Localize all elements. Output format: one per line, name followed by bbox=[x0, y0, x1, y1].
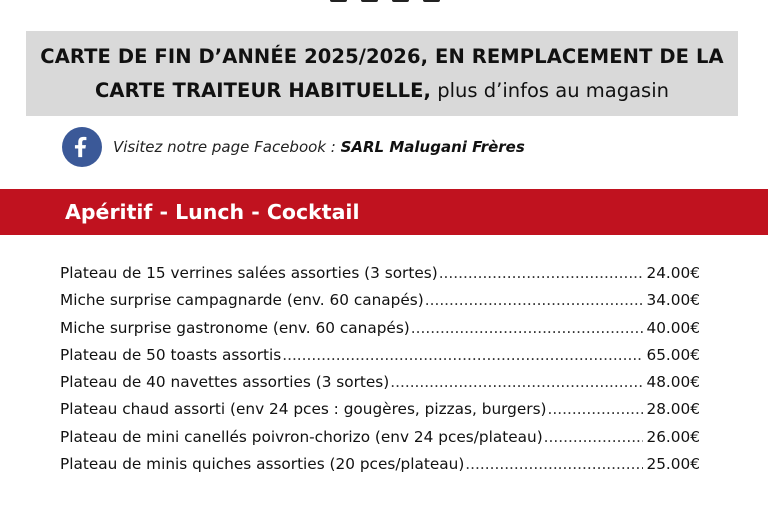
menu-item bbox=[60, 287, 700, 314]
notice-banner bbox=[26, 31, 738, 116]
menu-item bbox=[60, 451, 700, 478]
dot-leader bbox=[465, 451, 643, 478]
menu-item-price: 25.00€ bbox=[646, 455, 700, 474]
dot-leader bbox=[548, 396, 644, 423]
section-title: Apéritif - Lunch - Cocktail bbox=[65, 200, 360, 224]
menu-item bbox=[60, 369, 700, 396]
menu-item-name: Plateau de 15 verrines salées assorties (3 sortes) bbox=[60, 264, 438, 282]
menu-item-name: Plateau chaud assorti (env 24 pces : gougères, pizzas, burgers) bbox=[60, 400, 547, 419]
facebook-label: Visitez notre page Facebook : bbox=[113, 138, 336, 156]
menu-item-price: 48.00€ bbox=[646, 373, 700, 392]
dot-leader bbox=[544, 424, 644, 451]
section-header bbox=[0, 189, 768, 235]
menu-item bbox=[60, 260, 700, 287]
menu-item-price: 34.00€ bbox=[646, 291, 700, 310]
menu-item-list bbox=[60, 260, 700, 478]
dot-leader bbox=[425, 287, 644, 314]
notice-line-2-light: plus d’infos au magasin bbox=[437, 78, 669, 102]
dot-leader bbox=[439, 260, 644, 287]
menu-item bbox=[60, 424, 700, 451]
menu-item-name: Plateau de mini canellés poivron-chorizo (env 24 pces/plateau) bbox=[60, 427, 543, 446]
menu-item-price: 40.00€ bbox=[646, 318, 700, 337]
menu-item-name: Plateau de 40 navettes assorties (3 sortes) bbox=[60, 373, 390, 392]
facebook-text bbox=[113, 138, 525, 156]
menu-item-name: Plateau de minis quiches assorties (20 pces/plateau) bbox=[60, 455, 465, 474]
menu-item bbox=[60, 396, 700, 423]
top-cropped-text bbox=[330, 0, 440, 2]
menu-item-price: 24.00€ bbox=[646, 264, 700, 282]
facebook-page-link[interactable]: SARL Malugani Frères bbox=[340, 138, 525, 156]
menu-item-price: 28.00€ bbox=[646, 400, 700, 419]
dot-leader bbox=[411, 315, 644, 342]
dot-leader bbox=[282, 342, 643, 369]
menu-item-name: Plateau de 50 toasts assortis bbox=[60, 345, 282, 364]
menu-item-name: Miche surprise gastronome (env. 60 canapés) bbox=[60, 318, 410, 337]
dot-leader bbox=[390, 369, 643, 396]
notice-line-2 bbox=[95, 74, 669, 108]
menu-item-price: 26.00€ bbox=[646, 427, 700, 446]
facebook-icon[interactable] bbox=[62, 127, 102, 167]
menu-item-name: Miche surprise campagnarde (env. 60 canapés) bbox=[60, 291, 424, 310]
notice-line-1: CARTE DE FIN D’ANNÉE 2025/2026, EN REMPLACEMENT DE LA bbox=[40, 44, 724, 68]
menu-item bbox=[60, 315, 700, 342]
facebook-row bbox=[62, 127, 525, 167]
menu-item-price: 65.00€ bbox=[646, 345, 700, 364]
notice-line-2-bold: CARTE TRAITEUR HABITUELLE, bbox=[95, 78, 432, 102]
menu-item bbox=[60, 342, 700, 369]
